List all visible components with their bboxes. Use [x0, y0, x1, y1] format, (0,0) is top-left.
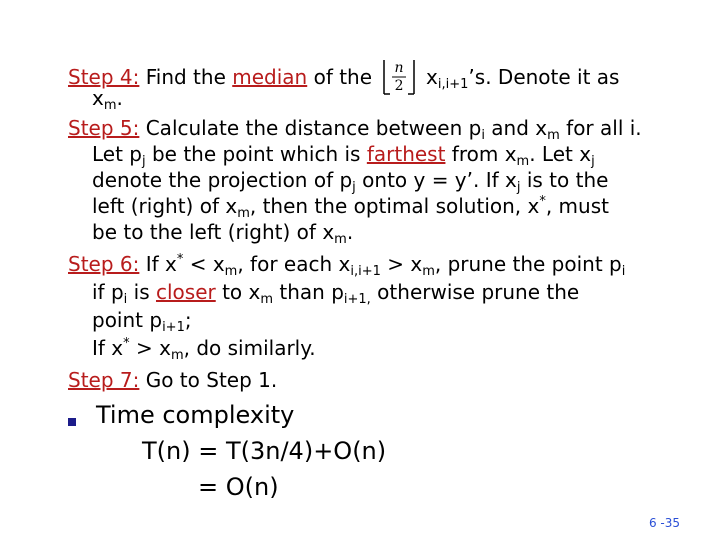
step7-label: Step 7: [68, 368, 140, 392]
step5-l2-b: be the point which is [145, 142, 367, 166]
step6-l2-sub1: i [123, 292, 128, 307]
step6-l2-c: to x [215, 280, 261, 304]
step6-l4-b: > x [129, 336, 171, 360]
step4-xm: x [92, 86, 104, 110]
step6-line4 [92, 336, 316, 363]
step4-x: x [426, 65, 438, 89]
step6-l4-c: , do similarly. [183, 336, 316, 360]
step6-line2 [92, 280, 580, 307]
step6-sup1: * [176, 252, 184, 267]
step4-text: Find the [139, 65, 233, 89]
step7-text: Go to Step 1. [139, 368, 278, 392]
fraction-numerator: n [394, 60, 404, 76]
step5-l3-c: is to the [520, 168, 609, 192]
step4-line2 [92, 86, 123, 113]
step6-sub3: m [422, 264, 435, 279]
step6-sub2: i,i+1 [350, 264, 381, 279]
step4-line1 [68, 58, 619, 96]
step6-t1: If x [139, 252, 177, 276]
step5-text-2: and x [484, 116, 548, 140]
step5-l4-b: , then the optimal solution, x [249, 194, 540, 218]
step5-l5-sub: m [334, 232, 347, 247]
step6-line1 [68, 252, 626, 279]
step6-l2-sub3: i+1, [343, 292, 371, 307]
step4-x-sub: i,i+1 [437, 77, 469, 92]
step4-label: Step 4: [68, 65, 140, 89]
step6-label: Step 6: [68, 252, 140, 276]
step5-l3-sub2: j [516, 180, 521, 195]
step5-sub: i [481, 128, 485, 143]
step5-line3 [92, 168, 609, 195]
step5-l2-sub1: j [142, 154, 146, 169]
farthest-term: farthest [366, 142, 446, 166]
step5-line5 [92, 220, 354, 247]
step5-l2-a: Let p [92, 142, 142, 166]
step6-l2-e: otherwise prune the [370, 280, 580, 304]
step6-l4-a: If x [92, 336, 124, 360]
step5-l4-sub: m [237, 206, 250, 221]
step6-sub4: i [621, 264, 626, 279]
step6-l3-a: point p [92, 308, 163, 332]
step6-t2: < x [183, 252, 225, 276]
step7-line [68, 368, 277, 392]
step5-l3-b: onto y = y’. If x [355, 168, 517, 192]
page-number: 6 -35 [648, 516, 680, 530]
step6-t3: , for each x [237, 252, 351, 276]
step5-l2-d: . Let x [529, 142, 592, 166]
step5-label: Step 5: [68, 116, 140, 140]
step6-l3-b: ; [184, 308, 192, 332]
floor-n-over-2-formula [378, 58, 420, 96]
step5-line4 [92, 194, 609, 221]
step5-l3-a: denote the projection of p [92, 168, 353, 192]
step5-line2 [92, 142, 595, 169]
step6-l2-b: is [127, 280, 156, 304]
step6-l4-sub: m [170, 348, 184, 363]
step4-xm-sub: m [103, 98, 117, 113]
step5-l3-sub: j [352, 180, 356, 195]
fraction-denominator: 2 [394, 78, 404, 94]
step5-l2-c: from x [445, 142, 517, 166]
complexity-line1: T(n) = T(3n/4)+O(n) [142, 437, 387, 465]
step6-l2-sub2: m [260, 292, 274, 307]
step5-sub-m: m [547, 128, 560, 143]
step5-l5-b: . [346, 220, 354, 244]
median-term: median [232, 65, 308, 89]
step5-l4-c: , must [545, 194, 609, 218]
step5-text-3: for all i. [559, 116, 642, 140]
step6-l3-sub: i+1 [162, 320, 185, 335]
step4-text-2: of the [307, 65, 373, 89]
step6-l2-d: than p [273, 280, 344, 304]
step6-t4: > x [380, 252, 423, 276]
step5-l4-a: left (right) of x [92, 194, 238, 218]
complexity-line2: = O(n) [198, 473, 279, 501]
step5-text: Calculate the distance between p [139, 116, 482, 140]
step4-text-3: ’s. Denote it as [468, 65, 620, 89]
step5-l2-sub2: m [516, 154, 530, 169]
complexity-heading: Time complexity [96, 401, 295, 429]
step6-t5: , prune the point p [434, 252, 622, 276]
step6-sub1: m [224, 264, 238, 279]
square-bullet-icon [68, 418, 76, 426]
step5-l5-a: be to the left (right) of x [92, 220, 335, 244]
step5-l4-sup: * [539, 194, 546, 209]
step6-l2-a: if p [92, 280, 124, 304]
step4-period: . [116, 86, 123, 110]
step5-l2-sub3: j [591, 154, 595, 169]
step6-line3 [92, 308, 192, 335]
step5-line1 [68, 116, 642, 143]
closer-term: closer [155, 280, 216, 304]
step6-l4-sup: * [123, 336, 130, 351]
